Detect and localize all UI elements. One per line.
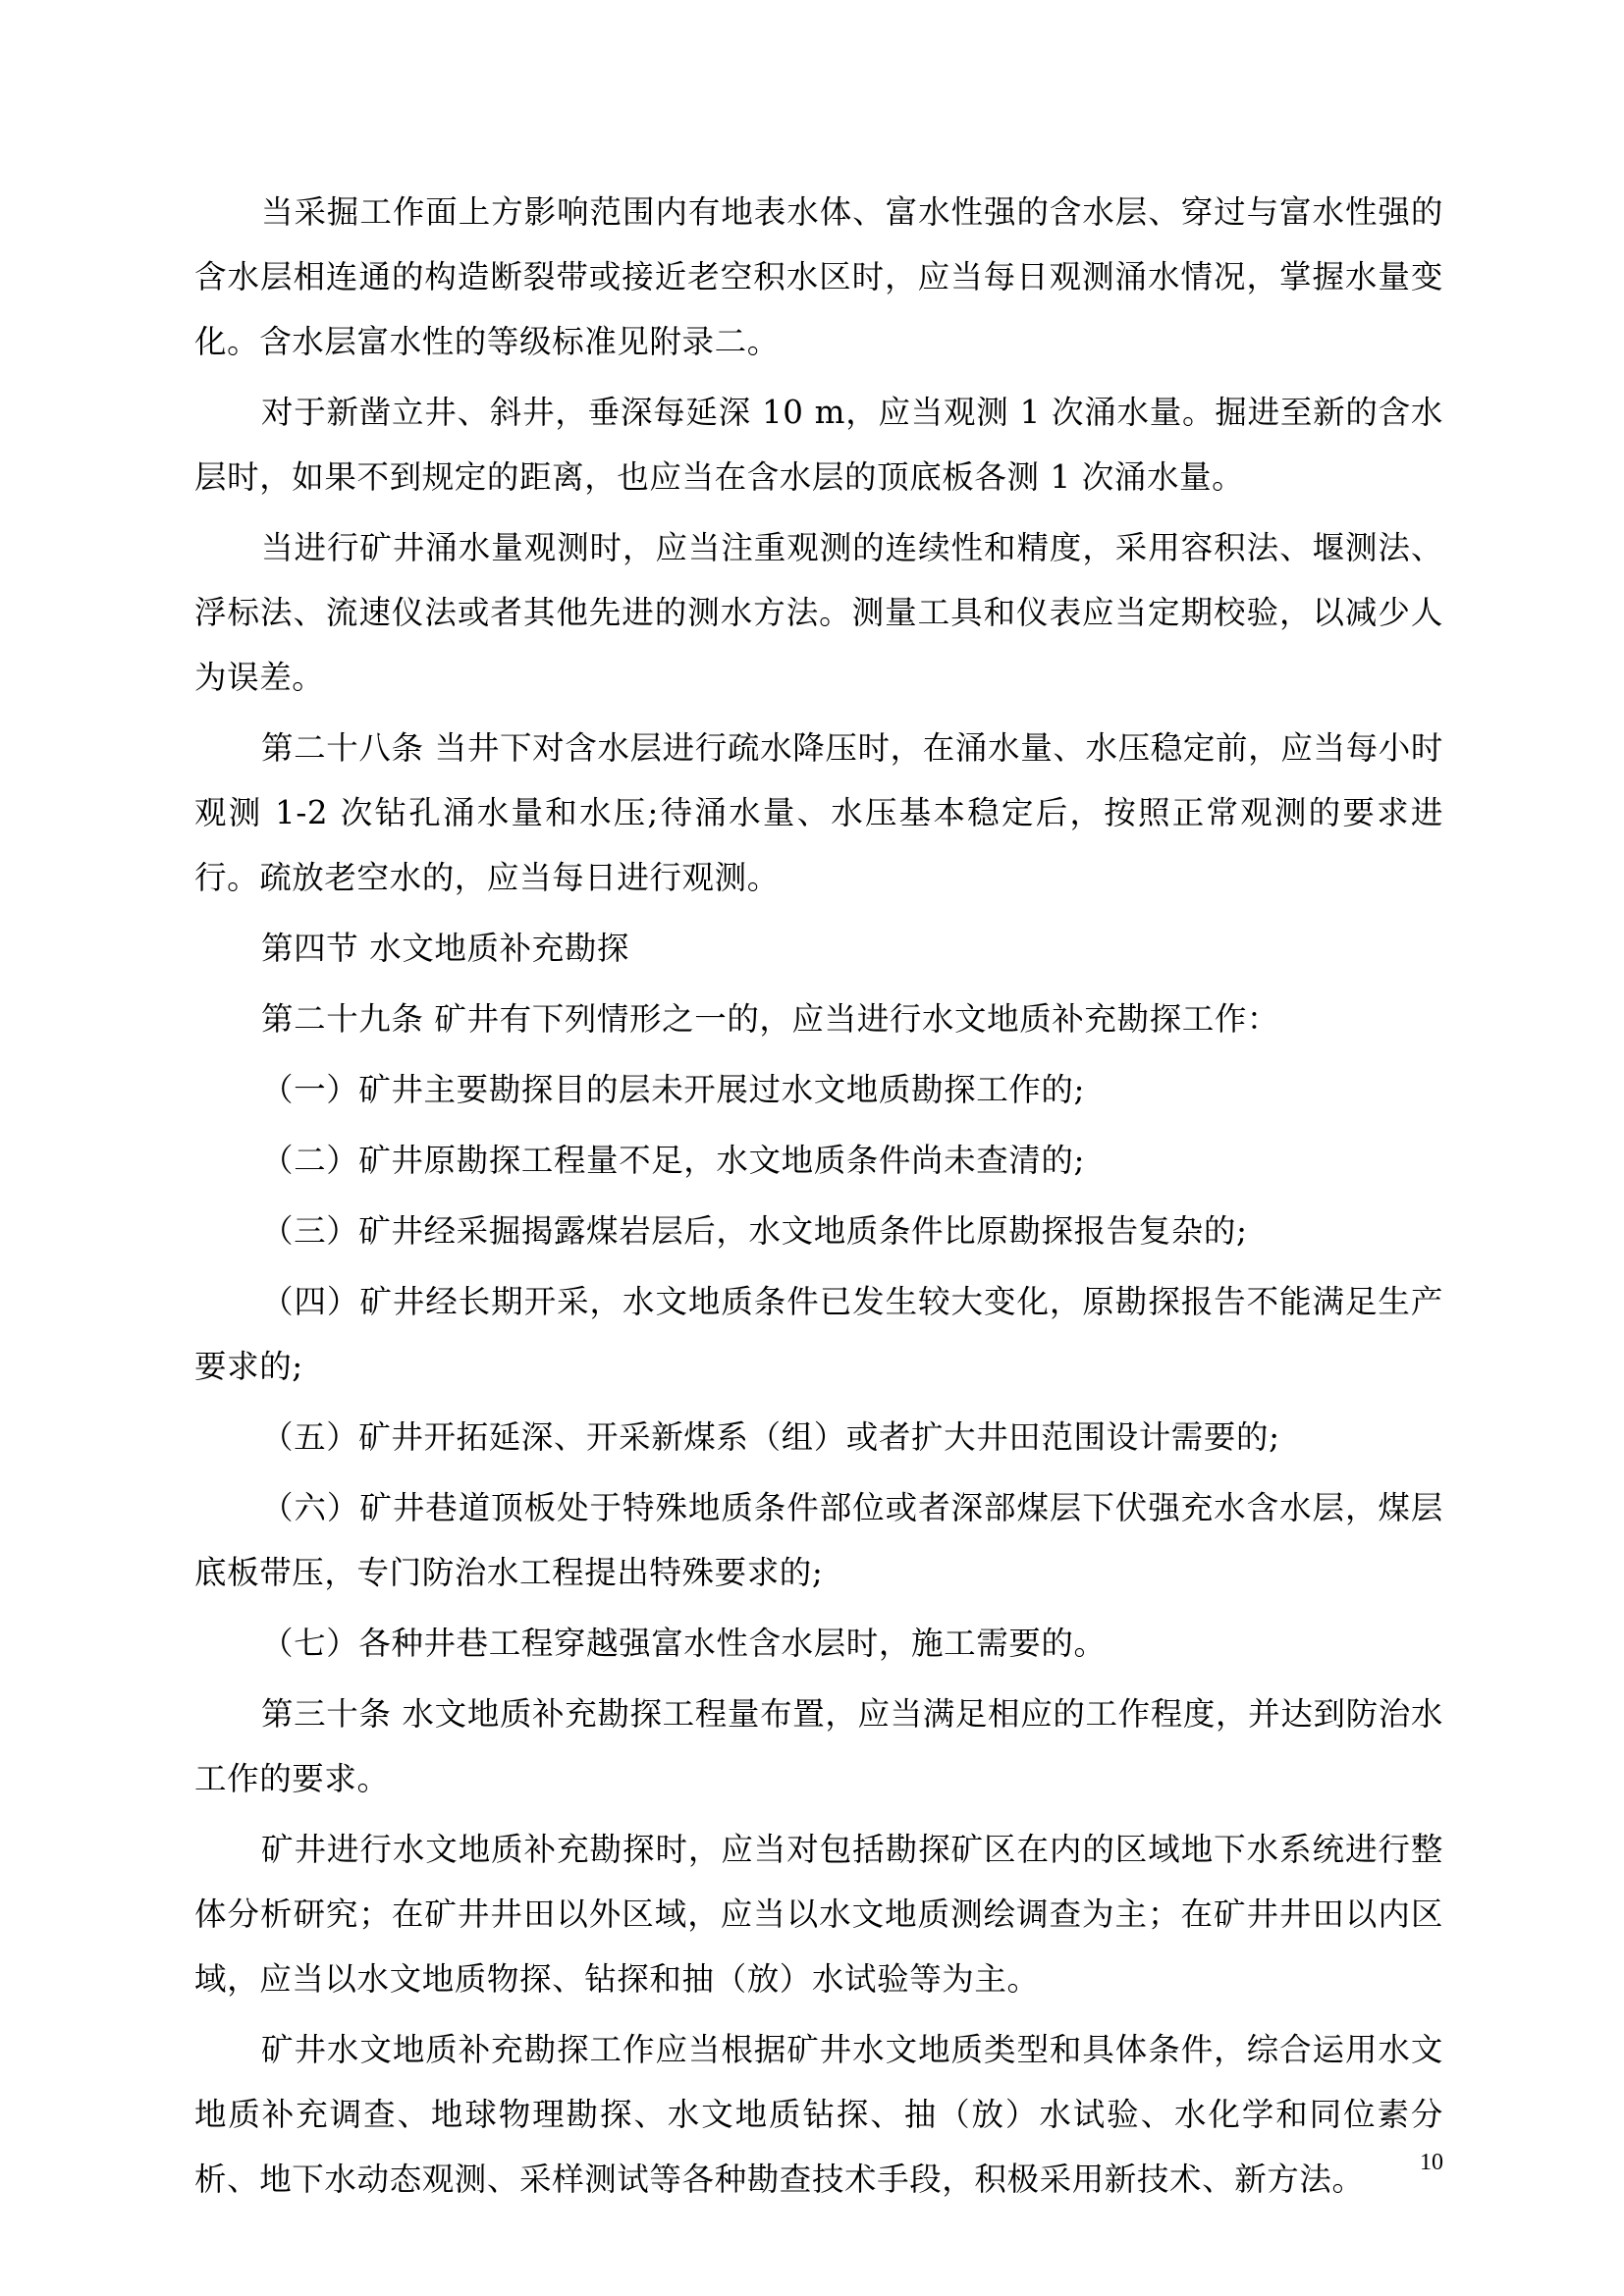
section-heading: 第四节 水文地质补充勘探	[261, 930, 630, 967]
paragraph-shaft-sinking: 对于新凿立井、斜井，垂深每延深 10 m，应当观测 1 次涌水量。掘进至新的含水层时，如果不到规定的距离，也应当在含水层的顶底板各测 1 次涌水量。	[194, 394, 1443, 496]
page-body	[194, 180, 1443, 2217]
list-item: （二）矿井原勘探工程量不足，水文地质条件尚未查清的;	[261, 1142, 1086, 1179]
paragraph-measurement-methods: 当进行矿井涌水量观测时，应当注重观测的连续性和精度，采用容积法、堰测法、浮标法、流速仪法或者其他先进的测水方法。测量工具和仪表应当定期校验，以减少人为误差。	[194, 529, 1443, 696]
paragraph-article-28: 第二十八条 当井下对含水层进行疏水降压时，在涌水量、水压稳定前，应当每小时观测 1-2 次钻孔涌水量和水压;待涌水量、水压基本稳定后，按照正常观测的要求进行。疏放老空水的，应当每日进行观测。	[194, 729, 1443, 896]
list-item: （一）矿井主要勘探目的层未开展过水文地质勘探工作的;	[261, 1071, 1086, 1108]
paragraph-survey-techniques: 矿井水文地质补充勘探工作应当根据矿井水文地质类型和具体条件，综合运用水文地质补充调查、地球物理勘探、水文地质钻探、抽（放）水试验、水化学和同位素分析、地下水动态观测、采样测试等各种勘查技术手段，积极采用新技术、新方法。	[194, 2031, 1443, 2198]
paragraph-inflow-observation: 当采掘工作面上方影响范围内有地表水体、富水性强的含水层、穿过与富水性强的含水层相连通的构造断裂带或接近老空积水区时，应当每日观测涌水情况，掌握水量变化。含水层富水性的等级标准见附录二。	[194, 193, 1443, 360]
list-item: （七）各种井巷工程穿越强富水性含水层时，施工需要的。	[261, 1625, 1107, 1662]
paragraph-article-30: 第三十条 水文地质补充勘探工程量布置，应当满足相应的工作程度，并达到防治水工作的要求。	[194, 1695, 1443, 1797]
list-item: （六）矿井巷道顶板处于特殊地质条件部位或者深部煤层下伏强充水含水层，煤层底板带压，专门防治水工程提出特殊要求的;	[194, 1489, 1443, 1591]
list-item: （三）矿井经采掘揭露煤岩层后，水文地质条件比原勘探报告复杂的;	[261, 1212, 1248, 1250]
paragraph-article-29: 第二十九条 矿井有下列情形之一的，应当进行水文地质补充勘探工作：	[261, 1000, 1280, 1038]
list-item: （四）矿井经长期开采，水文地质条件已发生较大变化，原勘探报告不能满足生产要求的;	[194, 1283, 1443, 1385]
paragraph-regional-analysis: 矿井进行水文地质补充勘探时，应当对包括勘探矿区在内的区域地下水系统进行整体分析研究；在矿井井田以外区域，应当以水文地质测绘调查为主；在矿井井田以内区域，应当以水文地质物探、钻探和抽（放）水试验等为主。	[194, 1831, 1443, 1998]
list-item: （五）矿井开拓延深、开采新煤系（组）或者扩大井田范围设计需要的;	[261, 1418, 1280, 1456]
page-number: 10	[1420, 2150, 1443, 2175]
